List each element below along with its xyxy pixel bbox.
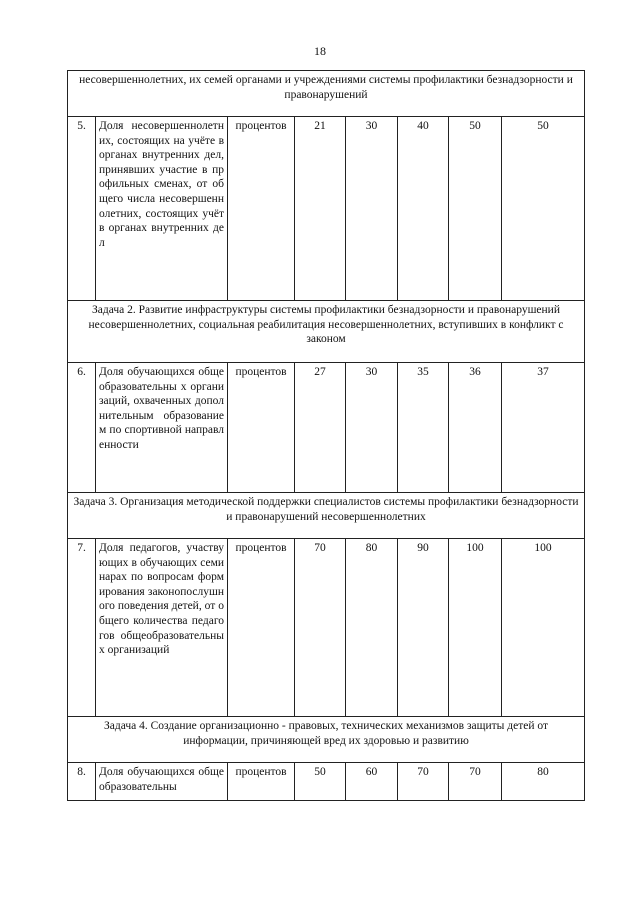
indicator-value: 30	[346, 117, 398, 301]
indicator-value: 50	[502, 117, 585, 301]
indicator-value: 36	[449, 363, 502, 493]
indicator-value: 60	[346, 763, 398, 801]
indicator-value: 27	[295, 363, 346, 493]
indicator-value: 21	[295, 117, 346, 301]
task-heading-row	[68, 301, 585, 363]
task-heading: Задача 2. Развитие инфраструктуры системы профилактики безнадзорности и правонарушений несовершеннолетних, социальная реабилитация несовершеннолетних, вступивших в конфликт с законом	[68, 301, 585, 363]
task-heading-row	[68, 71, 585, 117]
indicator-number: 5.	[68, 117, 96, 301]
indicator-unit: процентов	[228, 539, 295, 717]
indicator-unit: процентов	[228, 363, 295, 493]
indicator-name: Доля несовершеннолетних, состоящих на учёте в органах внутренних дел, принявших участие в профильных сменах, от общего числа несовершеннолетних, состоящих учёт в органах внутренних дел	[96, 117, 228, 301]
task-heading: несовершеннолетних, их семей органами и учреждениями системы профилактики безнадзорности и правонарушений	[68, 71, 585, 117]
indicator-value: 80	[346, 539, 398, 717]
indicator-value: 70	[449, 763, 502, 801]
indicator-number: 7.	[68, 539, 96, 717]
indicator-value: 50	[295, 763, 346, 801]
indicator-number: 6.	[68, 363, 96, 493]
indicator-value: 90	[398, 539, 449, 717]
indicator-value: 100	[449, 539, 502, 717]
indicator-name: Доля обучающихся общеобразовательны х организаций, охваченных дополнительным образованием по спортивной направленности	[96, 363, 228, 493]
indicator-number: 8.	[68, 763, 96, 801]
indicator-name: Доля обучающихся общеобразовательны	[96, 763, 228, 801]
indicator-row	[68, 539, 585, 717]
indicator-value: 80	[502, 763, 585, 801]
indicators-table	[67, 70, 585, 801]
indicator-value: 50	[449, 117, 502, 301]
indicator-unit: процентов	[228, 763, 295, 801]
task-heading-row	[68, 717, 585, 763]
indicator-value: 35	[398, 363, 449, 493]
indicator-value: 70	[398, 763, 449, 801]
indicator-value: 100	[502, 539, 585, 717]
indicator-unit: процентов	[228, 117, 295, 301]
indicator-row	[68, 117, 585, 301]
task-heading: Задача 4. Создание организационно - правовых, технических механизмов защиты детей от информации, причиняющей вред их здоровью и развитию	[68, 717, 585, 763]
indicator-row	[68, 363, 585, 493]
indicator-value: 40	[398, 117, 449, 301]
indicator-row	[68, 763, 585, 801]
indicator-value: 70	[295, 539, 346, 717]
task-heading: Задача 3. Организация методической поддержки специалистов системы профилактики безнадзорности и правонарушений несовершеннолетних	[68, 493, 585, 539]
indicator-name: Доля педагогов, участвующих в обучающих семинарах по вопросам формирования законопослушного поведения детей, от общего количества педагогов общеобразовательны х организаций	[96, 539, 228, 717]
indicator-value: 30	[346, 363, 398, 493]
indicator-value: 37	[502, 363, 585, 493]
page-number: 18	[314, 44, 326, 58]
task-heading-row	[68, 493, 585, 539]
